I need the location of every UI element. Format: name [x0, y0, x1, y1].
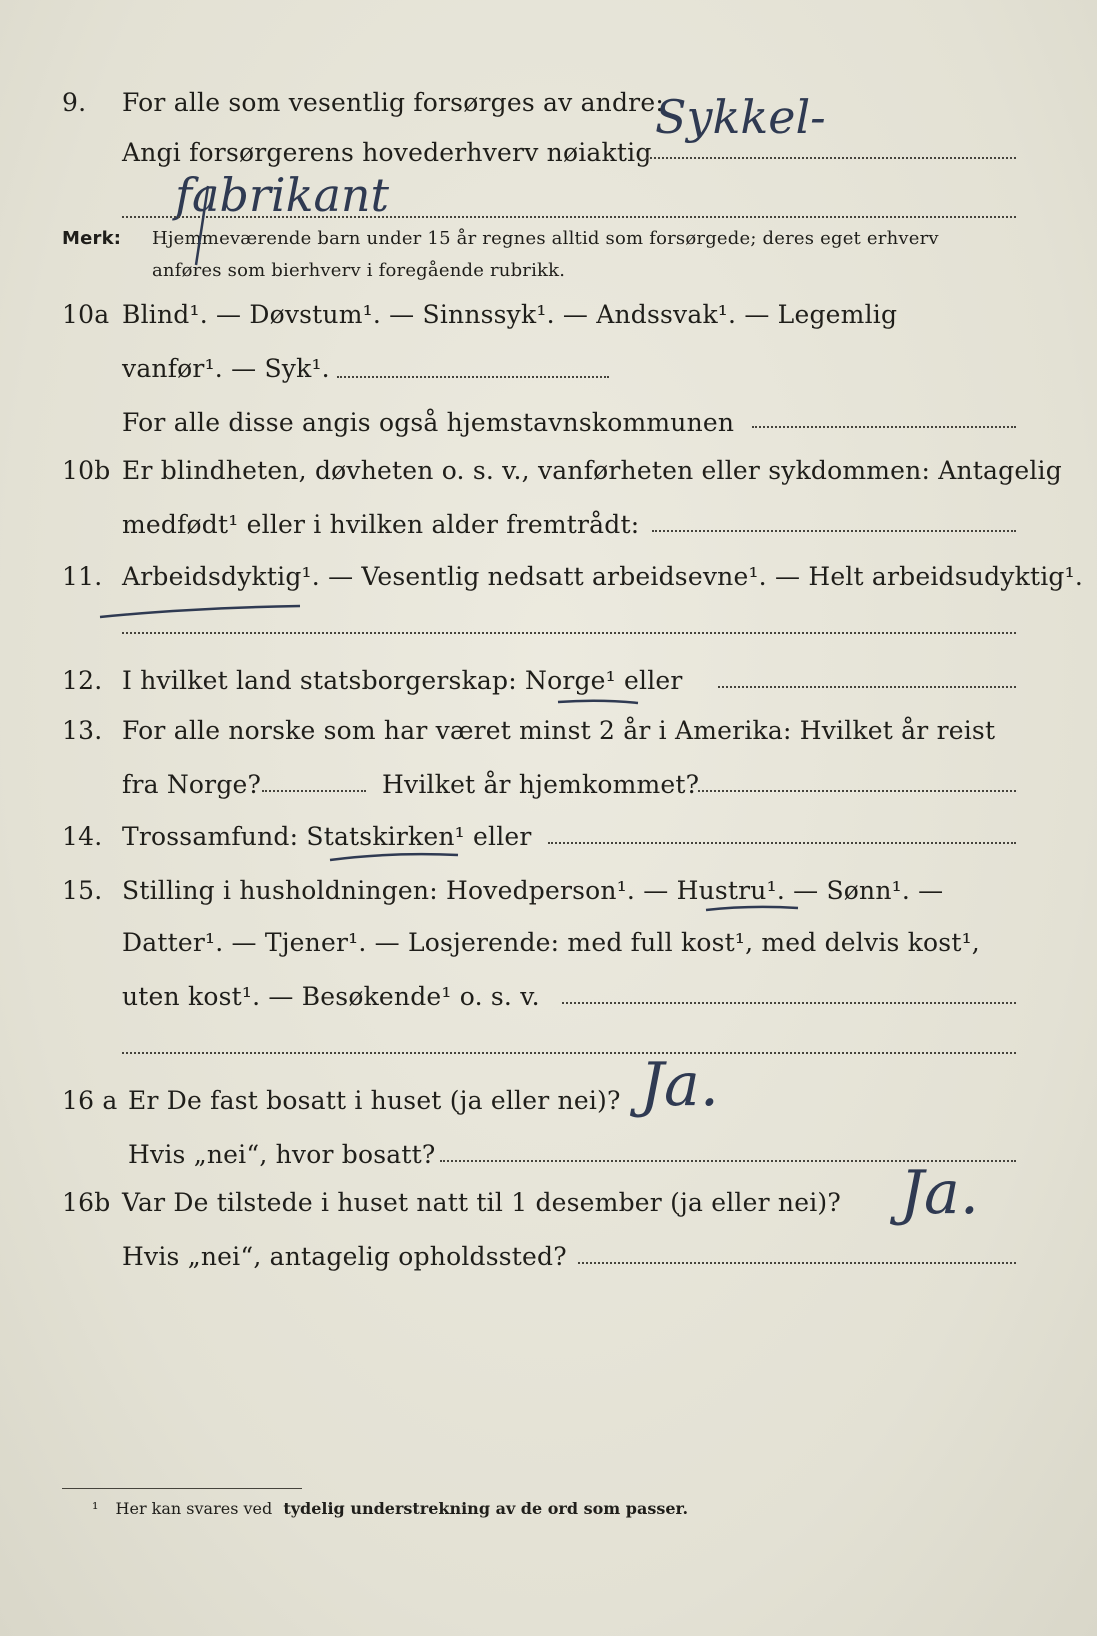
stroke-fabrikant-descender [196, 186, 208, 265]
underline-statskirken [330, 854, 458, 860]
q15-text-line2: Datter¹. — Tjener¹. — Losjerende: med full kost¹, med delvis kost¹, [122, 928, 980, 957]
q12-number: 12. [62, 666, 103, 695]
q16b-number: 16b [62, 1188, 111, 1217]
q10a-text-line1: Blind¹. — Døvstum¹. — Sinnssyk¹. — Andssvak¹. — Legemlig [122, 300, 898, 329]
footnote [92, 1499, 688, 1518]
q15-text-line3: uten kost¹. — Besøkende¹ o. s. v. [122, 982, 540, 1011]
q15-number: 15. [62, 876, 103, 905]
q10b-text-line1: Er blindheten, døvheten o. s. v., vanførheten eller sykdommen: Antagelig [122, 456, 1062, 485]
q14-text-line1: Trossamfund: Statskirken¹ eller [122, 822, 532, 851]
q9-number: 9. [62, 88, 87, 117]
footnote-mark: ¹ [92, 1499, 99, 1518]
q9-text-line2: Angi forsørgerens hovederhverv nøiaktig [122, 138, 652, 167]
merk-label: Merk: [62, 228, 122, 249]
q11-number: 11. [62, 562, 103, 591]
q12-text-line1: I hvilket land statsborgerskap: Norge¹ eller [122, 666, 683, 695]
q10a-text-line3: For alle disse angis også hjemstavnskommunen [122, 408, 735, 437]
q16a-answer: Ja. [640, 1050, 719, 1120]
merk-text-line2: anføres som bierhverv i foregående rubrikk. [152, 260, 566, 281]
q13-text-line2a: fra Norge? [122, 770, 262, 799]
q13-text-line2b: Hvilket år hjemkommet? [382, 770, 700, 799]
q9-answer-line2: fabrikant [175, 168, 390, 222]
q10b-text-line2: medfødt¹ eller i hvilken alder fremtrådt: [122, 510, 640, 539]
q11-text-line1: Arbeidsdyktig¹. — Vesentlig nedsatt arbeidsevne¹. — Helt arbeidsudyktig¹. [122, 562, 1083, 591]
q10b-number: 10b [62, 456, 111, 485]
q16b-text-line2: Hvis „nei“, antagelig opholdssted? [122, 1242, 567, 1271]
footnote-rule [62, 1488, 302, 1489]
q9-answer-line1: Sykkel- [655, 90, 826, 144]
q16a-text-line2: Hvis „nei“, hvor bosatt? [128, 1140, 436, 1169]
underline-norge [558, 701, 638, 703]
q16a-number: 16 a [62, 1086, 118, 1115]
footnote-text-a: Her kan svares ved [115, 1499, 273, 1518]
q13-number: 13. [62, 716, 103, 745]
q14-number: 14. [62, 822, 103, 851]
footnote-text-b: tydelig understrekning av de ord som passer. [283, 1499, 689, 1518]
q10a-text-line2: vanfør¹. — Syk¹. [122, 354, 330, 383]
q10a-number: 10a [62, 300, 110, 329]
q16b-text-line1: Var De tilstede i huset natt til 1 desember (ja eller nei)? [122, 1188, 841, 1217]
q15-text-line1: Stilling i husholdningen: Hovedperson¹. — Hustru¹. — Sønn¹. — [122, 876, 944, 905]
q16a-text-line1: Er De fast bosatt i huset (ja eller nei)? [128, 1086, 621, 1115]
q13-text-line1: For alle norske som har været minst 2 år i Amerika: Hvilket år reist [122, 716, 996, 745]
underline-hustru [706, 907, 798, 910]
underline-arbeidsdyktig [100, 606, 300, 617]
q9-text-line1: For alle som vesentlig forsørges av andre: [122, 88, 664, 117]
q16b-answer: Ja. [900, 1158, 979, 1228]
merk-text-line1: Hjemmeværende barn under 15 år regnes alltid som forsørgede; deres eget erhverv [152, 228, 939, 249]
